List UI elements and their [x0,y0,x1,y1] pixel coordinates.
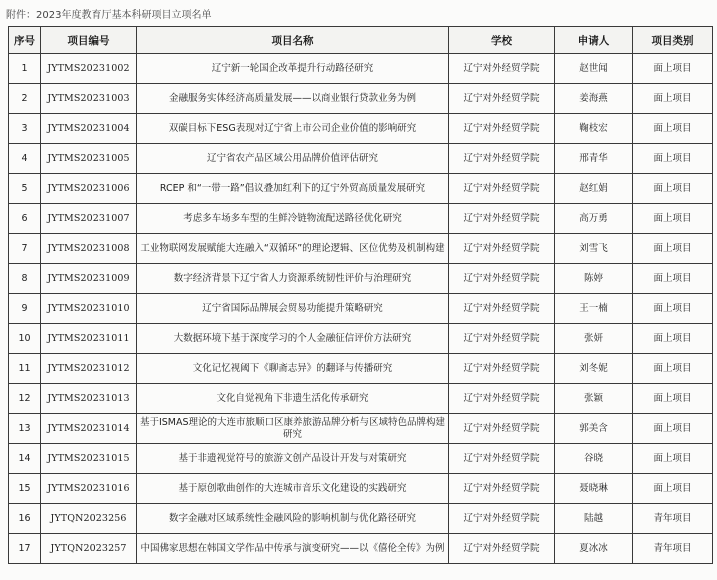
row-school: 辽宁对外经贸学院 [449,234,555,264]
row-applicant: 邢青华 [555,144,633,174]
row-code: JYTMS20231003 [41,84,137,114]
table-header-row [9,27,713,54]
row-school: 辽宁对外经贸学院 [449,114,555,144]
row-code: JYTMS20231005 [41,144,137,174]
row-no: 7 [9,234,41,264]
row-project-name: RCEP 和“一带一路”倡议叠加红利下的辽宁外贸高质量发展研究 [137,174,449,204]
row-no: 10 [9,324,41,354]
row-category: 面上项目 [633,234,713,264]
row-no: 2 [9,84,41,114]
row-project-name: 工业物联网发展赋能大连融入“双循环”的理论逻辑、区位优势及机制构建 [137,234,449,264]
row-code: JYTQN2023256 [41,504,137,534]
row-category: 面上项目 [633,174,713,204]
row-school: 辽宁对外经贸学院 [449,534,555,564]
row-category: 面上项目 [633,144,713,174]
table-row [9,354,713,384]
row-no: 3 [9,114,41,144]
row-school: 辽宁对外经贸学院 [449,504,555,534]
row-school: 辽宁对外经贸学院 [449,354,555,384]
row-category: 面上项目 [633,294,713,324]
row-code: JYTMS20231010 [41,294,137,324]
row-category: 青年项目 [633,534,713,564]
row-code: JYTMS20231007 [41,204,137,234]
table-body [9,54,713,564]
row-project-name: 考虑多车场多车型的生鲜冷链物流配送路径优化研究 [137,204,449,234]
row-applicant: 王一楠 [555,294,633,324]
row-no: 8 [9,264,41,294]
row-school: 辽宁对外经贸学院 [449,444,555,474]
row-no: 6 [9,204,41,234]
attachment-title: 附件：2023年度教育厅基本科研项目立项名单 [6,10,212,21]
row-applicant: 陆越 [555,504,633,534]
row-category: 面上项目 [633,204,713,234]
table-row [9,384,713,414]
row-applicant: 鞠枝宏 [555,114,633,144]
row-project-name: 基于非遗视觉符号的旅游文创产品设计开发与对策研究 [137,444,449,474]
table-row [9,414,713,444]
row-applicant: 姜海燕 [555,84,633,114]
row-category: 面上项目 [633,414,713,444]
row-school: 辽宁对外经贸学院 [449,264,555,294]
row-project-name: 辽宁省国际品牌展会贸易功能提升策略研究 [137,294,449,324]
table-row [9,324,713,354]
row-no: 14 [9,444,41,474]
row-category: 面上项目 [633,384,713,414]
table-row [9,54,713,84]
table-row [9,264,713,294]
row-no: 4 [9,144,41,174]
row-category: 青年项目 [633,504,713,534]
table-row [9,114,713,144]
row-applicant: 夏冰冰 [555,534,633,564]
row-school: 辽宁对外经贸学院 [449,414,555,444]
row-no: 11 [9,354,41,384]
table-row [9,144,713,174]
row-code: JYTMS20231014 [41,414,137,444]
row-school: 辽宁对外经贸学院 [449,294,555,324]
row-category: 面上项目 [633,474,713,504]
header-category: 项目类别 [633,27,713,54]
row-no: 9 [9,294,41,324]
table-row [9,534,713,564]
row-code: JYTMS20231009 [41,264,137,294]
row-project-name: 金融服务实体经济高质量发展——以商业银行贷款业务为例 [137,84,449,114]
row-applicant: 刘雪飞 [555,234,633,264]
row-code: JYTMS20231013 [41,384,137,414]
row-no: 16 [9,504,41,534]
row-project-name: 中国佛家思想在韩国文学作品中传承与演变研究——以《僖伦全传》为例 [137,534,449,564]
row-school: 辽宁对外经贸学院 [449,384,555,414]
row-project-name: 基于ISMAS理论的大连市旅顺口区康养旅游品牌分析与区域特色品牌构建研究 [137,414,449,444]
row-project-name: 大数据环境下基于深度学习的个人金融征信评价方法研究 [137,324,449,354]
row-project-name: 文化记忆视阈下《聊斋志异》的翻译与传播研究 [137,354,449,384]
row-applicant: 张妍 [555,324,633,354]
row-no: 15 [9,474,41,504]
row-code: JYTQN2023257 [41,534,137,564]
row-category: 面上项目 [633,324,713,354]
table-row [9,474,713,504]
row-category: 面上项目 [633,444,713,474]
row-no: 1 [9,54,41,84]
header-applicant: 申请人 [555,27,633,54]
header-no: 序号 [9,27,41,54]
row-applicant: 聂晓琳 [555,474,633,504]
row-category: 面上项目 [633,84,713,114]
row-code: JYTMS20231002 [41,54,137,84]
row-code: JYTMS20231016 [41,474,137,504]
row-project-name: 数字经济背景下辽宁省人力资源系统韧性评价与治理研究 [137,264,449,294]
table-row [9,204,713,234]
row-category: 面上项目 [633,54,713,84]
table-row [9,444,713,474]
row-code: JYTMS20231006 [41,174,137,204]
row-applicant: 陈婷 [555,264,633,294]
row-school: 辽宁对外经贸学院 [449,474,555,504]
row-school: 辽宁对外经贸学院 [449,324,555,354]
table-row [9,294,713,324]
header-school: 学校 [449,27,555,54]
row-project-name: 双碳目标下ESG表现对辽宁省上市公司企业价值的影响研究 [137,114,449,144]
row-applicant: 赵红娟 [555,174,633,204]
row-project-name: 文化自觉视角下非遗生活化传承研究 [137,384,449,414]
row-code: JYTMS20231004 [41,114,137,144]
row-applicant: 谷晓 [555,444,633,474]
row-category: 面上项目 [633,264,713,294]
row-project-name: 数字金融对区域系统性金融风险的影响机制与优化路径研究 [137,504,449,534]
row-project-name: 基于原创歌曲创作的大连城市音乐文化建设的实践研究 [137,474,449,504]
table-row [9,84,713,114]
header-code: 项目编号 [41,27,137,54]
row-school: 辽宁对外经贸学院 [449,174,555,204]
row-no: 17 [9,534,41,564]
header-name: 项目名称 [137,27,449,54]
table-row [9,234,713,264]
table-row [9,174,713,204]
row-applicant: 刘冬妮 [555,354,633,384]
row-school: 辽宁对外经贸学院 [449,204,555,234]
row-code: JYTMS20231012 [41,354,137,384]
row-no: 5 [9,174,41,204]
row-category: 面上项目 [633,114,713,144]
row-code: JYTMS20231011 [41,324,137,354]
row-applicant: 张颖 [555,384,633,414]
row-applicant: 高万勇 [555,204,633,234]
row-school: 辽宁对外经贸学院 [449,144,555,174]
project-list-table [8,26,713,564]
row-school: 辽宁对外经贸学院 [449,54,555,84]
row-applicant: 赵世闻 [555,54,633,84]
row-no: 12 [9,384,41,414]
table-row [9,504,713,534]
row-project-name: 辽宁新一轮国企改革提升行动路径研究 [137,54,449,84]
row-school: 辽宁对外经贸学院 [449,84,555,114]
row-code: JYTMS20231015 [41,444,137,474]
row-category: 面上项目 [633,354,713,384]
row-code: JYTMS20231008 [41,234,137,264]
row-applicant: 郭美含 [555,414,633,444]
row-no: 13 [9,414,41,444]
row-project-name: 辽宁省农产品区域公用品牌价值评估研究 [137,144,449,174]
